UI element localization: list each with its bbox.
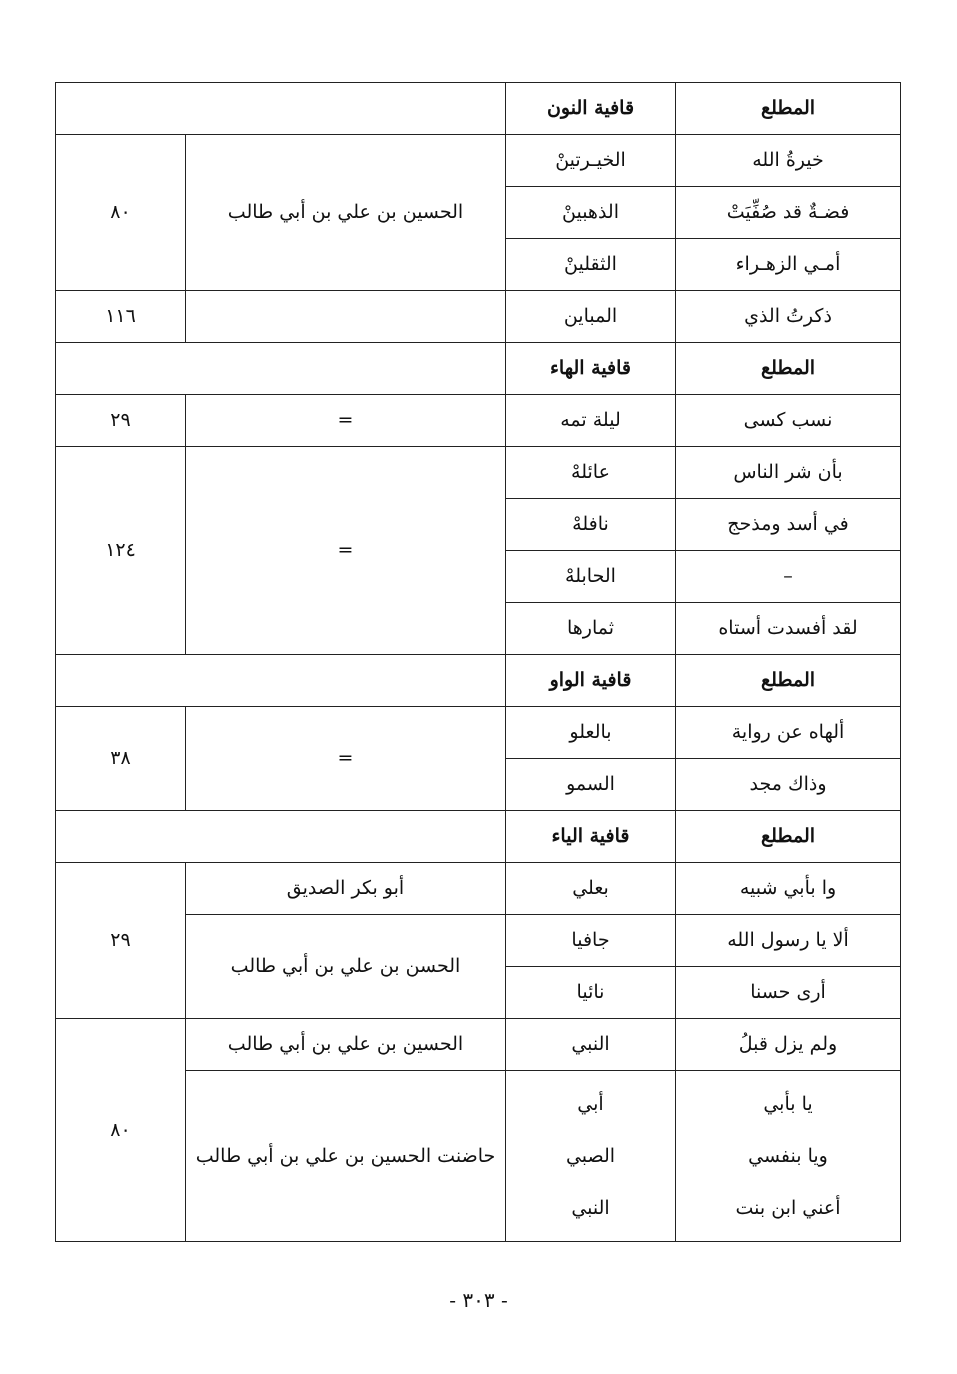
matla-cell: لقد أفسدت أستاه: [676, 603, 901, 655]
matla-cell: خيرةُ الله: [676, 135, 901, 187]
page-cell: ٢٩: [56, 395, 186, 447]
poet-cell-empty: [186, 291, 506, 343]
poet-cell: الحسن بن علي بن أبي طالب: [186, 915, 506, 1019]
matla-cell: وا بأبي شبيه: [676, 863, 901, 915]
section-header-row: [56, 343, 901, 395]
matla-cell: بأن شر الناس: [676, 447, 901, 499]
page-cell: ٨٠: [56, 1019, 186, 1242]
page-cell: ٣٨: [56, 707, 186, 811]
section-header-row: [56, 811, 901, 863]
header-empty-cell: [56, 655, 506, 707]
qafiya-cell: الخيـرتينْ: [506, 135, 676, 187]
matla-cell: ألا يا رسول الله: [676, 915, 901, 967]
matla-line: أعني ابن بنت: [735, 1197, 841, 1219]
matla-cell: ألهاه عن رواية: [676, 707, 901, 759]
matla-line: يا بأبي: [763, 1093, 813, 1115]
matla-header: المطلع: [676, 83, 901, 135]
qafiya-cell: نافلهْ: [506, 499, 676, 551]
qafiya-header: قافية الهاء: [506, 343, 676, 395]
poet-cell: حاضنت الحسين بن علي بن أبي طالب: [186, 1071, 506, 1242]
qafiya-cell: ليلة تمه: [506, 395, 676, 447]
qafiya-cell: بالعلو: [506, 707, 676, 759]
header-empty-cell: [56, 811, 506, 863]
matla-header: المطلع: [676, 655, 901, 707]
poet-cell: =: [186, 395, 506, 447]
page-cell: ٢٩: [56, 863, 186, 1019]
qafiya-cell: عائلهْ: [506, 447, 676, 499]
table-row: [56, 707, 901, 759]
matla-cell-multiline: [676, 1071, 901, 1242]
qafiya-header: قافية النون: [506, 83, 676, 135]
header-empty-cell: [56, 343, 506, 395]
table-row: [56, 291, 901, 343]
matla-cell: نسب كسى: [676, 395, 901, 447]
qafiya-cell: جافيا: [506, 915, 676, 967]
qafiya-cell: نائيا: [506, 967, 676, 1019]
qafiya-cell: السمو: [506, 759, 676, 811]
matla-cell: أمـي الزهـراء: [676, 239, 901, 291]
qafiya-cell: النبي: [506, 1019, 676, 1071]
page-cell: ١١٦: [56, 291, 186, 343]
matla-header: المطلع: [676, 811, 901, 863]
qafiya-header: قافية الواو: [506, 655, 676, 707]
index-page: [55, 82, 915, 1242]
poet-cell: الحسين بن علي بن أبي طالب: [186, 135, 506, 291]
matla-cell: فضـةٌ قد صُفِّيَتْ: [676, 187, 901, 239]
table-row: [56, 395, 901, 447]
qafiya-cell: ثمارها: [506, 603, 676, 655]
matla-line: ويا بنفسي: [748, 1145, 828, 1167]
matla-cell: ولم يزل قبلُ: [676, 1019, 901, 1071]
table-row: [56, 1019, 901, 1071]
table-row: [56, 447, 901, 499]
section-header-row: [56, 655, 901, 707]
qafiya-line: الصبي: [565, 1145, 616, 1167]
section-header-row: [56, 83, 901, 135]
page-cell: ٨٠: [56, 135, 186, 291]
matla-cell: في أسد ومذحج: [676, 499, 901, 551]
matla-cell: أرى حسنا: [676, 967, 901, 1019]
matla-header: المطلع: [676, 343, 901, 395]
qafiya-cell: بعلي: [506, 863, 676, 915]
qafiya-cell: الذهبينْ: [506, 187, 676, 239]
page-cell: ١٢٤: [56, 447, 186, 655]
qafiya-cell: الحابلهْ: [506, 551, 676, 603]
qafiya-header: قافية الياء: [506, 811, 676, 863]
table-row: [56, 135, 901, 187]
poet-cell: =: [186, 447, 506, 655]
qafiya-cell-multiline: [506, 1071, 676, 1242]
poet-cell: =: [186, 707, 506, 811]
matla-cell: وذاك مجد: [676, 759, 901, 811]
header-empty-cell: [56, 83, 506, 135]
qafiya-cell: المباين: [506, 291, 676, 343]
matla-cell: ذكرتُ الذي: [676, 291, 901, 343]
page-number: - ٣٠٣ -: [449, 1288, 508, 1312]
rhyme-index-table: [55, 82, 901, 1242]
table-row: [56, 863, 901, 915]
poet-cell: الحسين بن علي بن أبي طالب: [186, 1019, 506, 1071]
poet-cell: أبو بكر الصديق: [186, 863, 506, 915]
qafiya-cell: الثقلينْ: [506, 239, 676, 291]
qafiya-line: أبي: [577, 1093, 604, 1115]
qafiya-line: النبي: [571, 1197, 610, 1219]
matla-cell: –: [676, 551, 901, 603]
